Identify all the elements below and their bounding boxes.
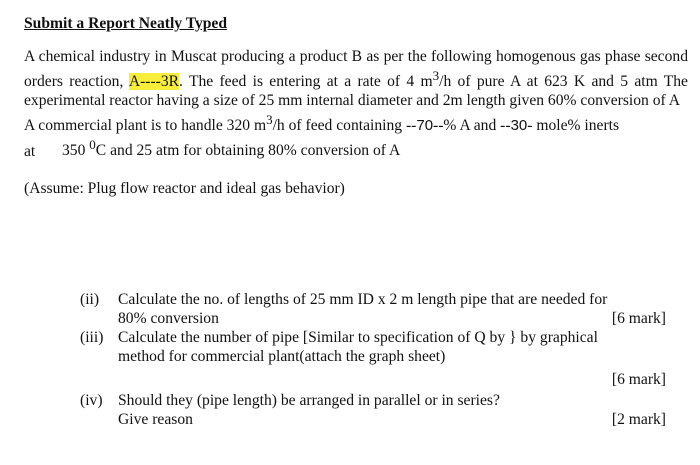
conditions-text-2: C and 25 atm for obtaining 80% conversion of A [95, 142, 401, 160]
question-line: 80% conversion [118, 310, 219, 327]
degree-superscript: 0 [89, 137, 96, 153]
commercial-plant-line [24, 110, 688, 135]
mark-label: [2 mark] [611, 411, 666, 428]
question-line: Give reason [118, 411, 193, 428]
document-body [24, 14, 688, 198]
question-ii [80, 290, 666, 328]
question-text [118, 290, 666, 328]
question-line: method for commercial plant(attach the graph sheet) [118, 348, 446, 365]
statement-text-3: /h of pure A at 623 K and 5 atm The experimental reactor having a size of 25 mm internal diameter and 2m length given 60% conversion of A [24, 73, 688, 110]
question-number: (iii) [80, 329, 104, 346]
question-line: Calculate the number of pipe [Similar to specification of Q by } by graphical [118, 329, 598, 346]
question-number: (ii) [80, 291, 100, 308]
plant-text-4: - mole% inerts [527, 117, 620, 135]
conditions-line [24, 135, 688, 160]
question-number: (iv) [80, 392, 103, 409]
question-iv [80, 391, 666, 429]
conditions-text-1: 350 [62, 142, 90, 160]
question-list [80, 290, 666, 429]
superscript-3b: 3 [266, 112, 273, 128]
question-text [118, 391, 666, 429]
question-line: Calculate the no. of lengths of 25 mm ID x 2 m length pipe that are needed for [118, 291, 608, 308]
question-line-row [118, 410, 666, 429]
problem-statement [24, 47, 688, 110]
question-iii [80, 328, 666, 389]
plant-text-1: A commercial plant is to handle 320 m [24, 117, 267, 135]
reaction-highlight: A----3R [128, 73, 180, 91]
question-line-row [118, 309, 666, 328]
page-title: Submit a Report Neatly Typed [24, 15, 228, 32]
handwritten-30: 30 [510, 117, 528, 135]
question-line: Should they (pipe length) be arranged in parallel or in series? [118, 392, 500, 409]
mark-label: [6 mark] [611, 310, 666, 327]
mark-row [118, 370, 666, 389]
question-text [118, 328, 666, 389]
plant-text-3: --% A and -- [433, 117, 511, 135]
plant-text-2: /h of feed containing -- [272, 117, 417, 135]
statement-text-2: . The feed is entering at a rate of 4 m [179, 73, 433, 91]
at-word: at [24, 142, 36, 160]
assumption-note: (Assume: Plug flow reactor and ideal gas behavior) [24, 179, 345, 197]
superscript-3: 3 [432, 68, 440, 83]
mark-label: [6 mark] [611, 371, 666, 388]
statement-text-1: A chemical industry in Muscat producing a product B as per the following homogenous gas phase second orders reaction, [24, 48, 688, 91]
handwritten-70: 70 [416, 117, 434, 135]
